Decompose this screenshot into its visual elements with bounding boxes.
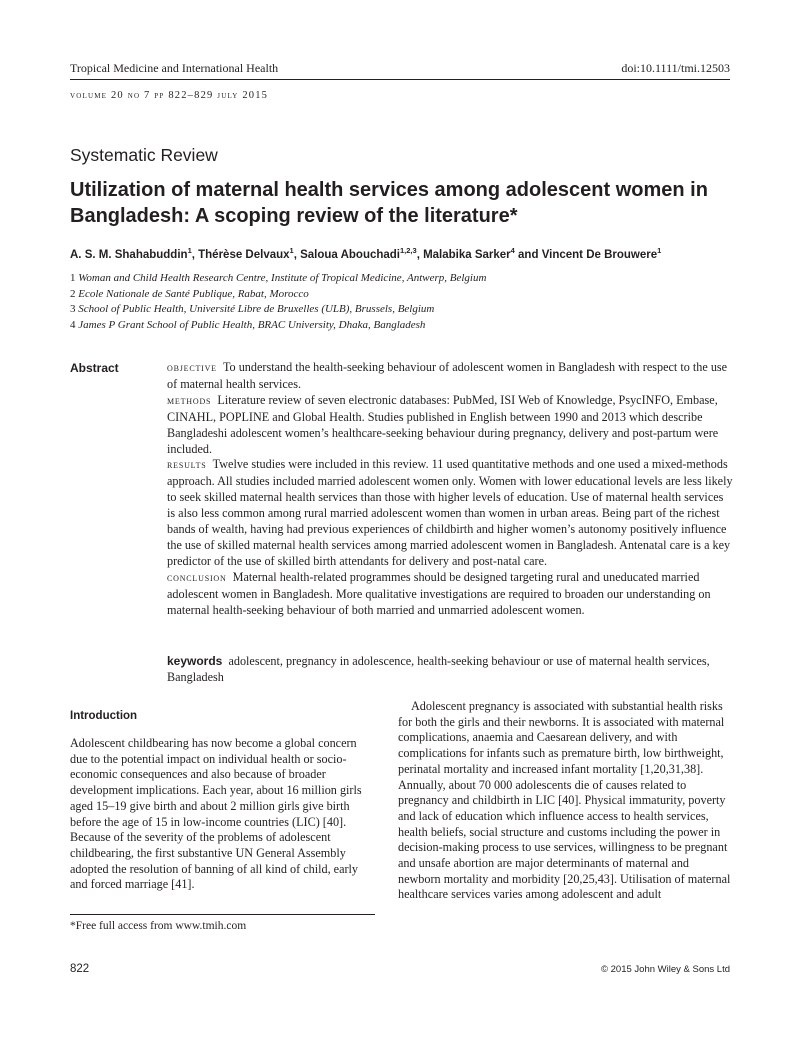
right-column	[398, 699, 733, 903]
author-affiliation-mark: 1	[187, 246, 192, 255]
author-separator: ,	[293, 248, 301, 261]
abstract-results-heading: results	[167, 459, 207, 472]
footnote-rule	[70, 914, 375, 915]
abstract-objective-text: To understand the health-seeking behaviour of adolescent women in Bangladesh with respect to the use of maternal health services.	[167, 360, 728, 391]
doi: doi:10.1111/tmi.12503	[621, 61, 730, 75]
abstract-objective-heading: objective	[167, 362, 217, 374]
author-separator: and	[514, 248, 542, 261]
affiliation-number: 4	[70, 318, 76, 331]
abstract-label: Abstract	[70, 361, 119, 375]
introduction-paragraph: Adolescent pregnancy is associated with substantial health risks for both the girls and their newborns. It is associated with maternal complications, anaemia and Caesarean delivery, and with complications for infants such as premature birth, low birthweight, perinatal mortality and increased infant mortality [1,20,31,38]. Annually, about 70 000 adolescents die of causes related to pregnancy and childbirth in LIC [40]. Physical immaturity, poverty and lack of education which influence access to health services, health beliefs, social structure and customs including the power in decision-making process to use services, willingness to be pregnant and unsafe abortion are major determinants of maternal and newborn mortality and morbidity [20,25,43]. Utilisation of maternal healthcare services varies among adolescent and adult	[398, 699, 731, 902]
journal-name: Tropical Medicine and International Health	[70, 61, 279, 75]
author-name: Thérèse Delvaux	[198, 248, 290, 261]
abstract-conclusion	[167, 570, 733, 619]
affiliation-item	[70, 271, 730, 287]
author-affiliation-mark: 1	[657, 246, 662, 255]
author-name: A. S. M. Shahabuddin	[70, 248, 188, 261]
abstract-methods	[167, 393, 733, 458]
affiliation-list	[70, 271, 730, 333]
affiliation-number: 2	[70, 287, 76, 300]
abstract-body	[167, 360, 733, 619]
header-rule	[70, 79, 730, 80]
affiliation-text: School of Public Health, Université Libre de Bruxelles (ULB), Brussels, Belgium	[78, 303, 435, 315]
author-list	[70, 246, 740, 261]
author-affiliation-mark: 4	[510, 246, 515, 255]
introduction-heading: Introduction	[70, 710, 138, 722]
author-affiliation-mark: 1,2,3	[400, 246, 417, 255]
affiliation-item	[70, 287, 730, 303]
affiliation-text: James P Grant School of Public Health, BRAC University, Dhaka, Bangladesh	[78, 318, 426, 331]
introduction-paragraph: Adolescent childbearing has now become a global concern due to the potential impact on individual health or socio-economic consequences and also because of broader development implications. Each year, about 16 million girls aged 15–19 give birth and about 2 million girls give birth before the age of 15 in low-income countries (LIC) [40]. Because of the severity of the problems of adolescent childbearing, the first substantive UN General Assembly adopted the resolution of banning of all kind of child, early and forced marriage [41].	[70, 736, 362, 892]
abstract-results	[167, 457, 733, 569]
keywords	[167, 654, 733, 686]
affiliation-text: Woman and Child Health Research Centre, Institute of Tropical Medicine, Antwerp, Belgium	[78, 272, 487, 284]
left-column	[70, 704, 375, 892]
affiliation-item	[70, 302, 730, 318]
abstract-conclusion-text: Maternal health-related programmes should be designed targeting rural and uneducated married adolescent women in Bangladesh. More qualitative investigations are required to broaden our understanding on maternal health-seeking behaviour of both married and unmarried adolescent women.	[167, 569, 711, 617]
abstract-methods-text: Literature review of seven electronic databases: PubMed, ISI Web of Knowledge, PsycINFO, Embase, CINAHL, POPLINE and Global Health. Studies published in English between 1990 and 2013 which describe Bangladeshi adolescent women’s healthcare-seeking behaviour during pregnancy, delivery and post-partum were included.	[167, 392, 719, 456]
affiliation-number: 1	[70, 272, 76, 284]
abstract-conclusion-heading: conclusion	[167, 571, 227, 584]
keywords-text: adolescent, pregnancy in adolescence, health-seeking behaviour or use of maternal health services, Bangladesh	[167, 654, 710, 684]
affiliation-item	[70, 318, 730, 334]
abstract-results-text: Twelve studies were included in this review. 11 used quantitative methods and one used a mixed-methods approach. All studies included married adolescent women only. Women with lower educational levels are less likely to seek skilled maternal health services than those with higher levels of education. Use of maternal health services is also less common among rural married adolescent women than women in urban areas. Being part of the richest bands of wealth, having had previous experiences of childbirth and higher women’s autonomy positively influence the use of skilled maternal health services among married adolescent women in Bangladesh. Antenatal care is a key predictor of the use of skilled birth attendants for delivery and post-natal care.	[167, 457, 733, 568]
abstract-methods-heading: methods	[167, 394, 212, 407]
volume-line: volume 20 no 7 pp 822–829 july 2015	[70, 90, 269, 101]
author-affiliation-mark: 1	[289, 246, 294, 255]
author-name: Malabika Sarker	[423, 248, 511, 261]
affiliation-number: 3	[70, 303, 76, 315]
section-label: Systematic Review	[70, 145, 218, 165]
copyright: © 2015 John Wiley & Sons Ltd	[601, 964, 730, 975]
keywords-label: keywords	[167, 654, 223, 668]
abstract-objective	[167, 360, 733, 393]
paper-title: Utilization of maternal health services among adolescent women in Bangladesh: A scoping review of the literature*	[70, 179, 708, 227]
author-name: Saloua Abouchadi	[300, 248, 400, 261]
author-separator: ,	[416, 248, 424, 261]
affiliation-text: Ecole Nationale de Santé Publique, Rabat, Morocco	[78, 287, 309, 300]
footnote: *Free full access from www.tmih.com	[70, 920, 247, 932]
author-name: Vincent De Brouwere	[541, 248, 658, 261]
page-number: 822	[70, 963, 90, 975]
author-separator: ,	[191, 248, 199, 261]
